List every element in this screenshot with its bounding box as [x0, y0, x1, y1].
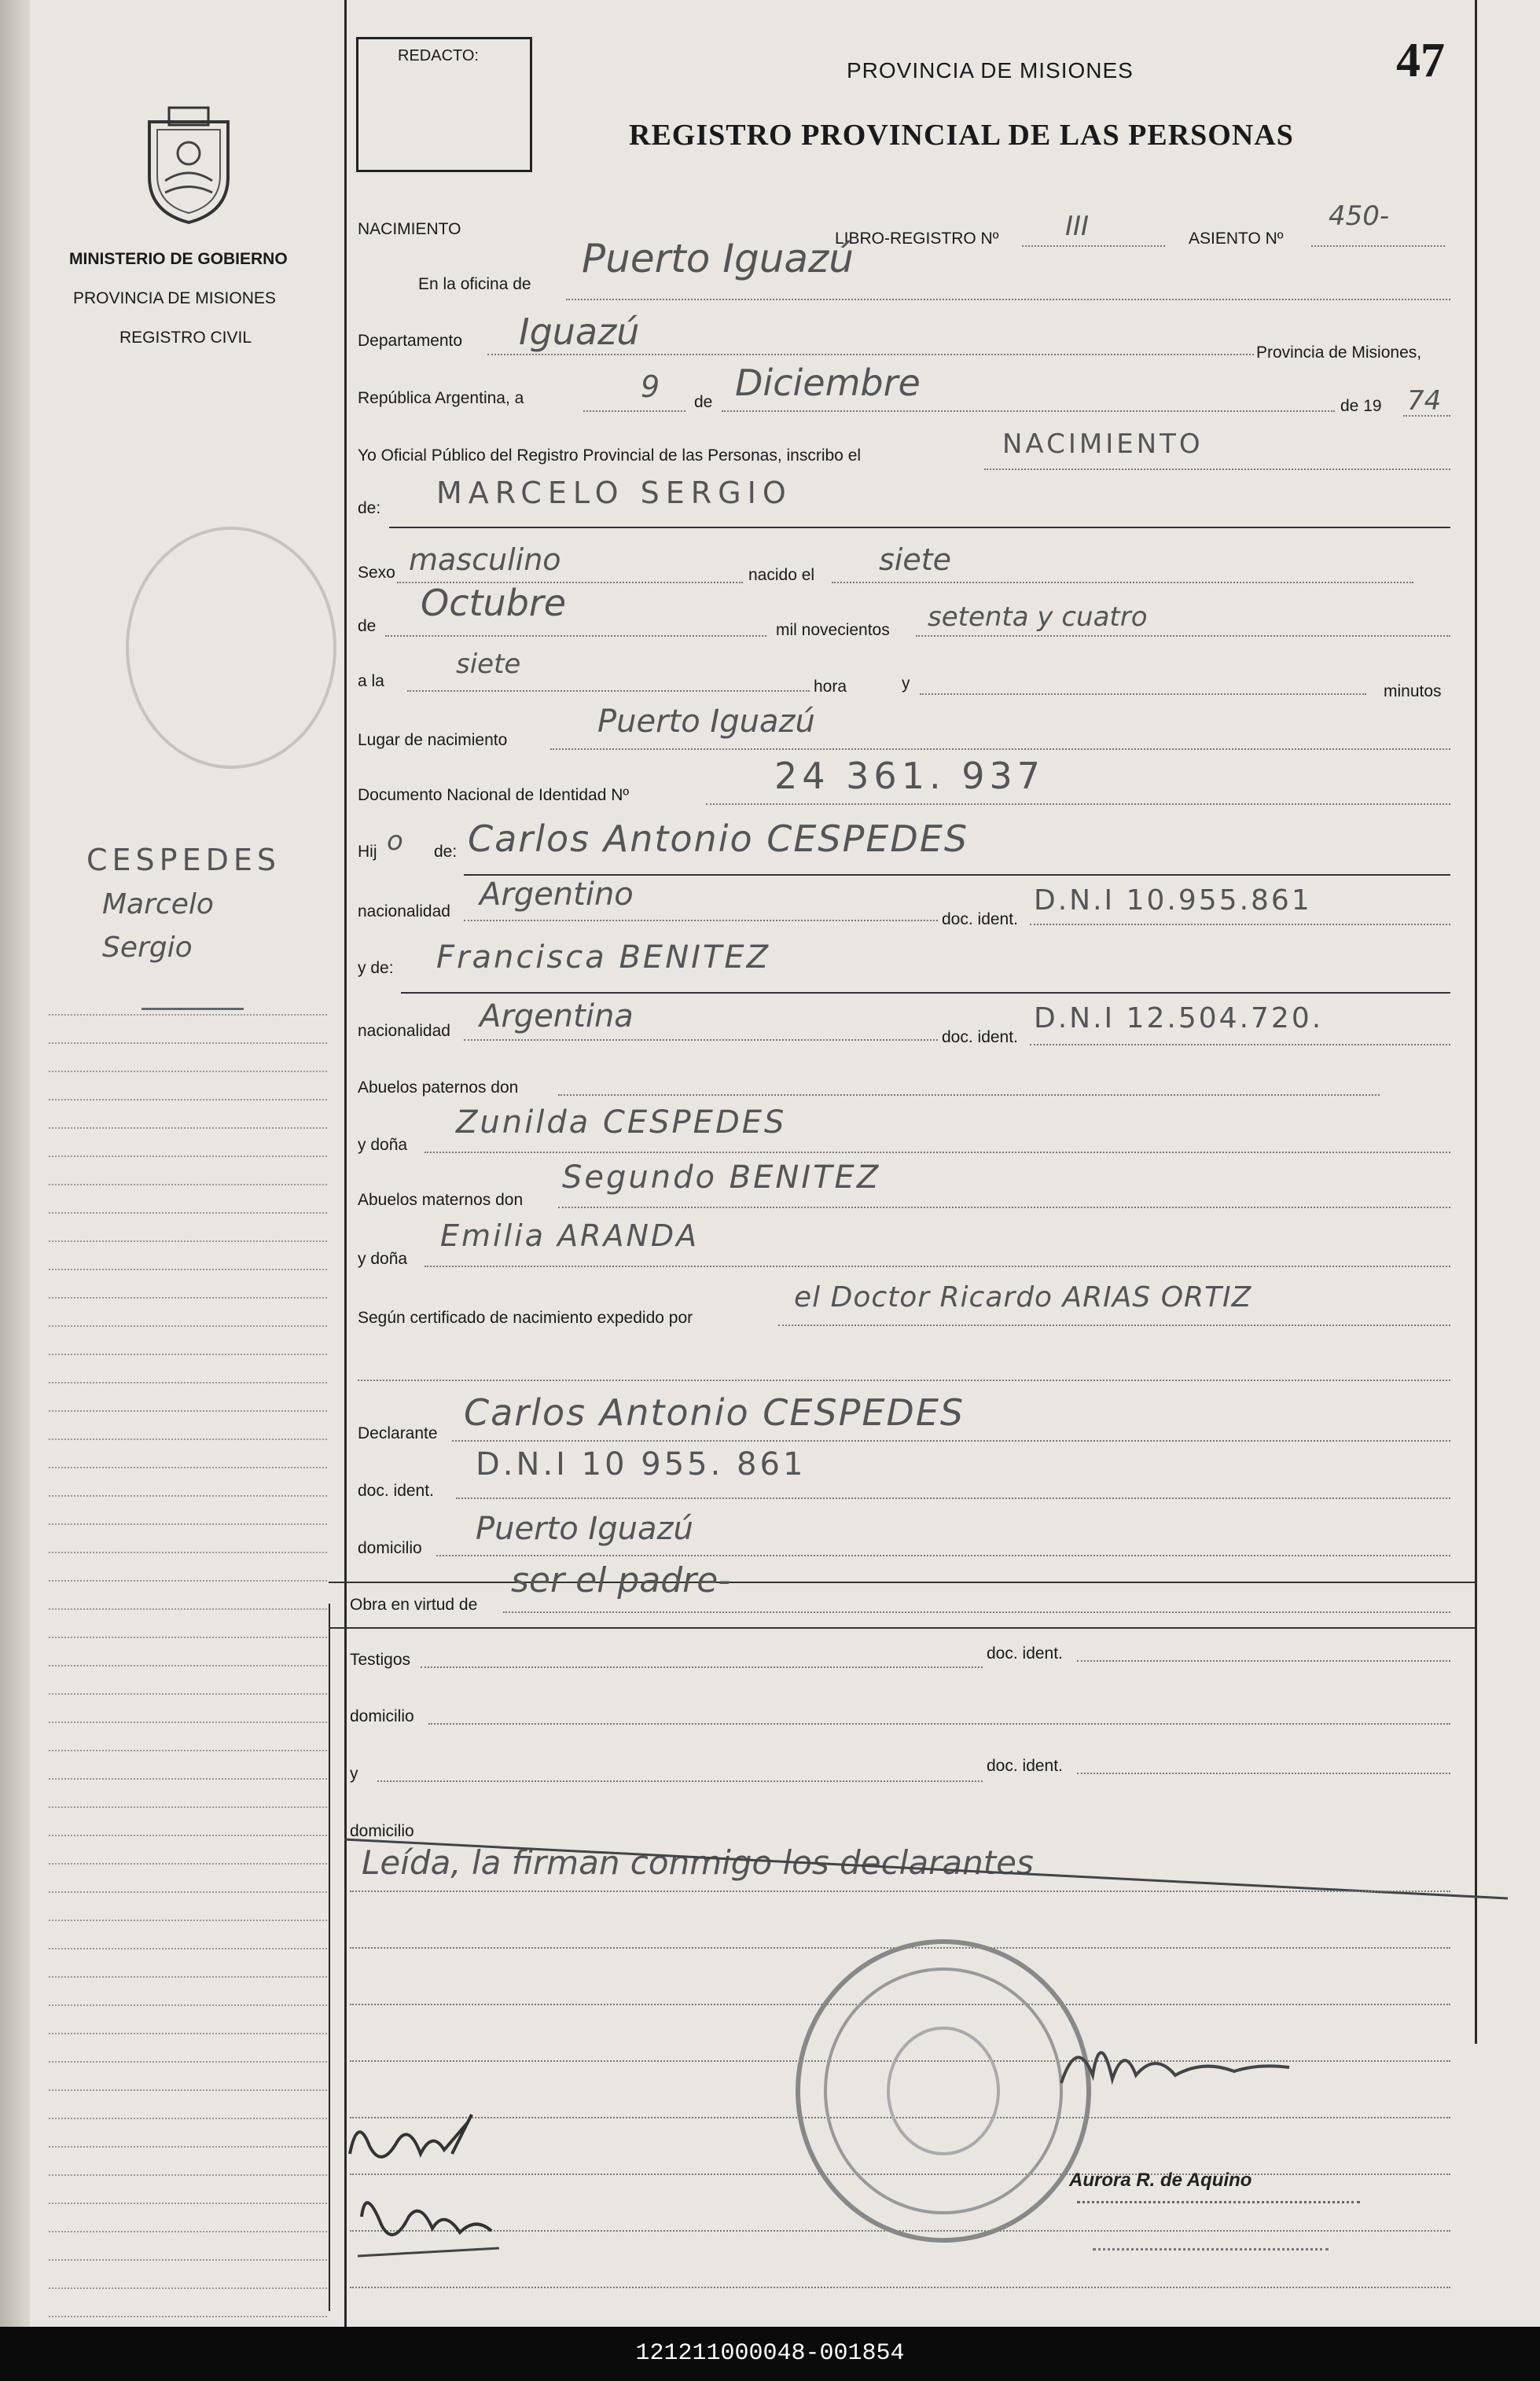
sidebar-rule-line: [49, 2316, 327, 2317]
sidebar-rule-line: [49, 1948, 327, 1949]
docid3-label: doc. ident.: [358, 1482, 434, 1500]
sidebar-rule-line: [49, 1467, 327, 1468]
hora-dots: [407, 690, 810, 692]
dni-value: 24 361. 937: [774, 755, 1045, 797]
mil-label: mil novecientos: [776, 621, 890, 639]
sidebar-rule-line: [49, 1552, 327, 1553]
nac1-dots: [464, 920, 938, 921]
nacido-dots: [832, 582, 1413, 583]
ydona1-dots: [425, 1152, 1450, 1153]
sidebar-rule-line: [49, 1778, 327, 1780]
obra-separator: [329, 1582, 1475, 1583]
padre-underline: [464, 874, 1450, 876]
y-label: y: [902, 674, 910, 693]
docid1-label: doc. ident.: [942, 910, 1018, 928]
sidebar-rule-line: [49, 1325, 327, 1327]
sidebar-rule-line: [49, 2061, 327, 2063]
oficina-label: En la oficina de: [418, 275, 531, 293]
anio-label: de 19: [1340, 397, 1382, 415]
sidebar-rule-line: [49, 1240, 327, 1242]
abmat-value: Segundo BENITEZ: [562, 1159, 881, 1196]
sexo-label: Sexo: [358, 564, 395, 582]
docid2-label: doc. ident.: [942, 1028, 1018, 1046]
official-signature-icon: [1046, 2012, 1313, 2107]
docid3-value: D.N.I 10 955. 861: [476, 1446, 807, 1483]
anio-value: 74: [1407, 385, 1442, 417]
sidebar-rule-line: [49, 1891, 327, 1893]
hora-value: siete: [456, 649, 521, 680]
sidebar-rule-line: [49, 2259, 327, 2261]
page-number: 47: [1396, 34, 1445, 87]
main-rule-line: [350, 2287, 1450, 2288]
docid2-value: D.N.I 12.504.720.: [1034, 1002, 1324, 1034]
main-frame-left-border: [344, 0, 347, 2327]
cert-dots: [778, 1325, 1450, 1326]
sidebar-faded-seal: [126, 527, 336, 769]
official-name: Aurora R. de Aquino: [1069, 2170, 1252, 2191]
sidebar-rule-line: [49, 1693, 327, 1695]
sidebar-rule-line: [49, 1637, 327, 1638]
sidebar-rule-line: [49, 1156, 327, 1157]
provincia-suffix: Provincia de Misiones,: [1256, 344, 1422, 362]
oficial-label: Yo Oficial Público del Registro Provincial de las Personas, inscribo el: [358, 446, 862, 465]
docid5-dots: [1077, 1773, 1450, 1774]
sidebar-rule-line: [49, 1127, 327, 1129]
nacido-value: siete: [879, 542, 952, 577]
sidebar-rule-line: [49, 1212, 327, 1214]
mes-nac-dots: [385, 635, 766, 637]
sidebar-rule-line: [49, 2203, 327, 2204]
sidebar-rule-line: [49, 2231, 327, 2232]
de-label: de: [694, 393, 713, 411]
departamento-value: Iguazú: [519, 310, 640, 353]
header-province: PROVINCIA DE MISIONES: [847, 58, 1134, 83]
asiento-dots: [1311, 245, 1445, 247]
sidebar-rule-line: [49, 1382, 327, 1383]
sidebar-rule-line: [49, 1835, 327, 1836]
sidebar-rule-line: [49, 1099, 327, 1100]
abpat-dots: [558, 1094, 1380, 1096]
sidebar-rule-line: [49, 2033, 327, 2034]
republica-label: República Argentina, a: [358, 389, 524, 407]
cert-label: Según certificado de nacimiento expedido por: [358, 1309, 693, 1327]
nac1-label: nacionalidad: [358, 902, 450, 920]
hora-label: hora: [814, 678, 847, 696]
docid1-dots: [1030, 924, 1450, 925]
sidebar-rule-line: [49, 2118, 327, 2119]
sexo-value: masculino: [409, 542, 561, 577]
cancel-diagonal-line: [344, 1820, 1516, 1906]
libro-dots: [1022, 245, 1165, 247]
page-binding-edge: [0, 0, 30, 2327]
sidebar-rule-line: [49, 1354, 327, 1355]
lugar-value: Puerto Iguazú: [597, 704, 815, 740]
yde-label: y de:: [358, 959, 394, 977]
lower-margin-line: [329, 1604, 330, 2311]
domicilio2-label: domicilio: [350, 1707, 414, 1725]
archive-id-footer: 121211000048-001854: [0, 2327, 1540, 2381]
nac1-value: Argentino: [480, 876, 634, 913]
margin-note-name2: Sergio: [102, 931, 193, 964]
declarante-value: Carlos Antonio CESPEDES: [464, 1391, 965, 1434]
ydona2-value: Emilia ARANDA: [440, 1218, 700, 1253]
domicilio1-dots: [436, 1555, 1450, 1556]
anio-nac-dots: [916, 635, 1450, 637]
nacido-label: nacido el: [748, 566, 815, 584]
nac2-label: nacionalidad: [358, 1022, 450, 1040]
padre-value: Carlos Antonio CESPEDES: [468, 818, 969, 860]
obra-dots: [503, 1611, 1450, 1613]
main-rule-line: [350, 1890, 1450, 1892]
mes-nac-value: Octubre: [421, 582, 567, 624]
sidebar-ministry: MINISTERIO DE GOBIERNO: [69, 250, 288, 268]
ala-label: a la: [358, 672, 384, 690]
nombre-underline: [389, 527, 1450, 528]
testigos-dots: [421, 1666, 983, 1668]
margin-note-name1: Marcelo: [102, 888, 214, 920]
docid4-label: doc. ident.: [987, 1644, 1063, 1663]
madre-value: Francisca BENITEZ: [436, 939, 771, 976]
ydona1-value: Zunilda CESPEDES: [456, 1104, 787, 1141]
domicilio1-value: Puerto Iguazú: [476, 1511, 693, 1547]
dni-label: Documento Nacional de Identidad Nº: [358, 786, 630, 804]
de4-label: de:: [434, 843, 458, 861]
dia-value: 9: [641, 369, 660, 404]
departamento-dots: [487, 354, 1254, 355]
sidebar-rule-line: [49, 1439, 327, 1440]
asiento-label: ASIENTO Nº: [1189, 230, 1284, 248]
sidebar-registry: REGISTRO CIVIL: [119, 329, 252, 347]
minutos-label: minutos: [1384, 682, 1442, 700]
sidebar-rule-line: [49, 1920, 327, 1921]
redacto-box: [356, 37, 532, 172]
main-frame-right-border: [1475, 0, 1477, 2044]
departamento-label: Departamento: [358, 332, 463, 350]
docid3-dots: [456, 1497, 1450, 1499]
dni-dots: [706, 803, 1450, 805]
sidebar-rule-line: [49, 1410, 327, 1412]
anio-nac-value: setenta y cuatro: [928, 601, 1148, 633]
sidebar-rule-line: [49, 1269, 327, 1270]
sidebar-rule-line: [49, 1071, 327, 1072]
libro-label: LIBRO-REGISTRO Nº: [835, 230, 999, 248]
sidebar-rule-line: [49, 2174, 327, 2176]
oficina-dots: [566, 299, 1450, 300]
sidebar-rule-line: [49, 1721, 327, 1723]
docid2-dots: [1030, 1044, 1450, 1045]
docid4-dots: [1077, 1660, 1450, 1662]
official-title-line: [1077, 2201, 1360, 2210]
declarante-dots: [452, 1440, 1450, 1442]
cert-value: el Doctor Ricardo ARIAS ORTIZ: [794, 1281, 1252, 1314]
sidebar-rule-line: [49, 2089, 327, 2091]
sidebar-rule-line: [49, 1976, 327, 1978]
lugar-dots: [550, 748, 1450, 750]
y2-dots: [377, 1780, 983, 1782]
margin-note-underline: [142, 1008, 244, 1010]
sidebar-rule-line: [49, 1042, 327, 1044]
mes-value: Diciembre: [735, 362, 921, 404]
ydona2-label: y doña: [358, 1250, 408, 1268]
declarant-signature-icon: [334, 2099, 538, 2272]
sidebar-rule-line: [49, 2146, 327, 2148]
ydona2-dots: [425, 1266, 1450, 1267]
testigos-separator: [329, 1627, 1475, 1629]
sidebar-rule-line: [49, 1608, 327, 1610]
domicilio3-label: domicilio: [350, 1822, 414, 1840]
sidebar-rule-line: [49, 1665, 327, 1666]
nombre-value: MARCELO SERGIO: [436, 476, 792, 510]
sidebar-rule-line: [49, 1495, 327, 1497]
obra-value: ser el padre-: [511, 1560, 731, 1600]
obra-label: Obra en virtud de: [350, 1596, 478, 1614]
sidebar-rule-line: [49, 1806, 327, 1808]
libro-value: III: [1065, 211, 1090, 242]
abpat-label: Abuelos paternos don: [358, 1078, 519, 1097]
declarante-label: Declarante: [358, 1424, 438, 1442]
mes-dots: [722, 410, 1335, 412]
closing-value: Leída, la firman conmigo los declarantes: [362, 1843, 1034, 1882]
nac2-value: Argentina: [480, 998, 634, 1034]
abmat-label: Abuelos maternos don: [358, 1191, 524, 1209]
page-title: REGISTRO PROVINCIAL DE LAS PERSONAS: [629, 119, 1294, 152]
minutos-dots: [920, 693, 1366, 695]
sidebar-rule-line: [49, 1580, 327, 1582]
dia-dots: [583, 410, 685, 412]
de3-label: de: [358, 617, 377, 635]
docid1-value: D.N.I 10.955.861: [1034, 884, 1312, 917]
oficial-value: NACIMIENTO: [1002, 428, 1204, 460]
sidebar-rule-line: [49, 1184, 327, 1185]
domicilio1-label: domicilio: [358, 1539, 422, 1557]
sidebar-rule-line: [49, 1523, 327, 1525]
lugar-label: Lugar de nacimiento: [358, 731, 508, 749]
asiento-value: 450-: [1329, 200, 1390, 232]
sidebar-rule-line: [49, 1297, 327, 1299]
sidebar-province: PROVINCIA DE MISIONES: [73, 289, 276, 307]
domicilio2-dots: [428, 1723, 1450, 1725]
abmat-dots: [558, 1207, 1450, 1208]
y2-label: y: [350, 1765, 358, 1783]
oficina-value: Puerto Iguazú: [582, 236, 854, 281]
sidebar-rule-line: [49, 2287, 327, 2289]
testigos-label: Testigos: [350, 1651, 411, 1669]
sidebar-rule-line: [49, 1750, 327, 1751]
sidebar-rule-line: [49, 1863, 327, 1865]
provincial-emblem-icon: [138, 106, 240, 224]
official-subtitle-line: [1093, 2248, 1329, 2255]
cert-continuation-dots: [358, 1380, 1450, 1381]
nac2-dots: [464, 1039, 938, 1041]
ydona1-label: y doña: [358, 1136, 408, 1154]
redacto-label: REDACTO:: [398, 47, 479, 64]
nacimiento-label: NACIMIENTO: [358, 220, 461, 238]
margin-note-surname: CESPEDES: [86, 843, 281, 877]
hij-suffix: o: [387, 825, 403, 857]
oficial-dots: [984, 468, 1450, 470]
hij-label: Hij: [358, 843, 377, 861]
madre-underline: [401, 992, 1450, 994]
docid5-label: doc. ident.: [987, 1757, 1063, 1775]
de2-label: de:: [358, 499, 381, 517]
sidebar-rule-line: [49, 1014, 327, 1016]
sidebar-rule-line: [49, 2004, 327, 2006]
